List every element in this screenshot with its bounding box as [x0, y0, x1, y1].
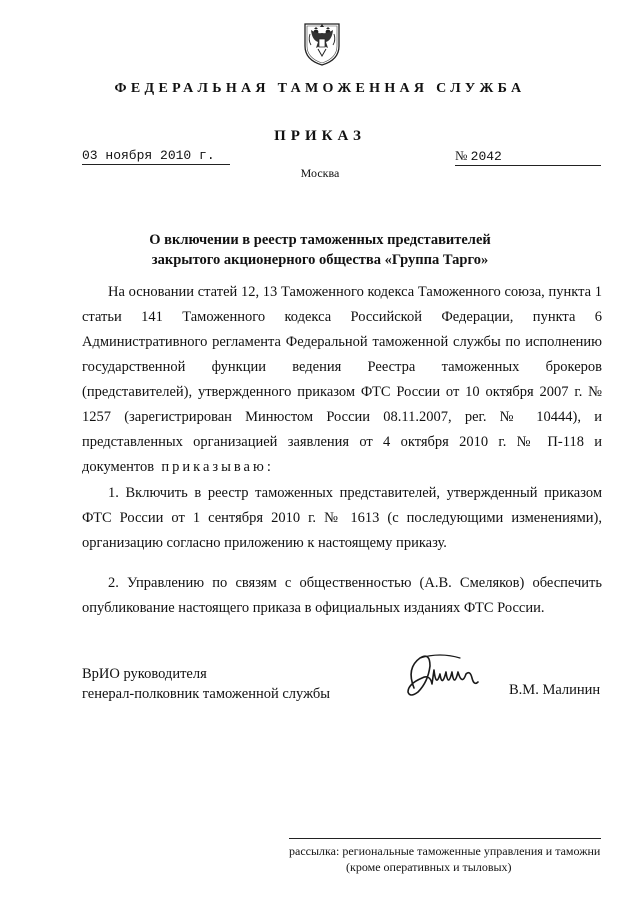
handwritten-signature [400, 648, 488, 706]
document-title [0, 230, 640, 270]
order-item-1: 1. Включить в реестр таможенных представителей, утвержденный приказом ФТС России от 1 сентября 2010 г. № 1613 (с последующими изменениями), организацию согласно приложению к настоящему приказу. [82, 485, 602, 551]
city: Москва [300, 166, 340, 180]
distribution-line-2: (кроме оперативных и тыловых) [346, 860, 512, 874]
document-type: ПРИКАЗ [274, 128, 366, 144]
preamble-paragraph [82, 280, 602, 480]
order-word: приказываю: [161, 459, 274, 475]
preamble-text: На основании статей 12, 13 Таможенного кодекса Таможенного союза, пункта 1 статьи 141 Таможенного кодекса Российской Федерации, пункта 6 Административного регламента Федеральной таможенной службы по исполнению государственной функции ведения Реестра таможенных брокеров (представителей), утвержденного приказом ФТС России от 10 октября 2007 г. № 1257 (зарегистрирован Минюстом России 08.11.2007, рег. № 10444), и представленных организацией заявления от 4 октября 2010 г. № П-118 и документов [82, 284, 602, 475]
agency-name: ФЕДЕРАЛЬНАЯ ТАМОЖЕННАЯ СЛУЖБА [114, 81, 526, 96]
order-date: 03 ноября 2010 г. [82, 148, 230, 165]
signatory-title [82, 664, 330, 704]
number-prefix: № [455, 148, 468, 163]
distribution-divider [289, 838, 601, 839]
order-number [455, 148, 601, 166]
order-item-2: 2. Управлению по связям с общественностью (А.В. Смеляков) обеспечить опубликование настоящего приказа в официальных изданиях ФТС России. [82, 575, 602, 616]
number-value: 2042 [470, 149, 502, 164]
title-line-2: закрытого акционерного общества «Группа Тарго» [151, 252, 489, 268]
coat-of-arms-icon [302, 18, 342, 66]
title-line-1: О включении в реестр таможенных представителей [149, 232, 491, 248]
distribution-line-1: рассылка: региональные таможенные управления и таможни [289, 844, 601, 858]
signatory-role-line-2: генерал-полковник таможенной службы [82, 686, 331, 702]
signatory-name: В.М. Малинин [509, 682, 601, 698]
document-body [82, 280, 602, 621]
signatory-role-line-1: ВрИО руководителя [82, 666, 207, 682]
